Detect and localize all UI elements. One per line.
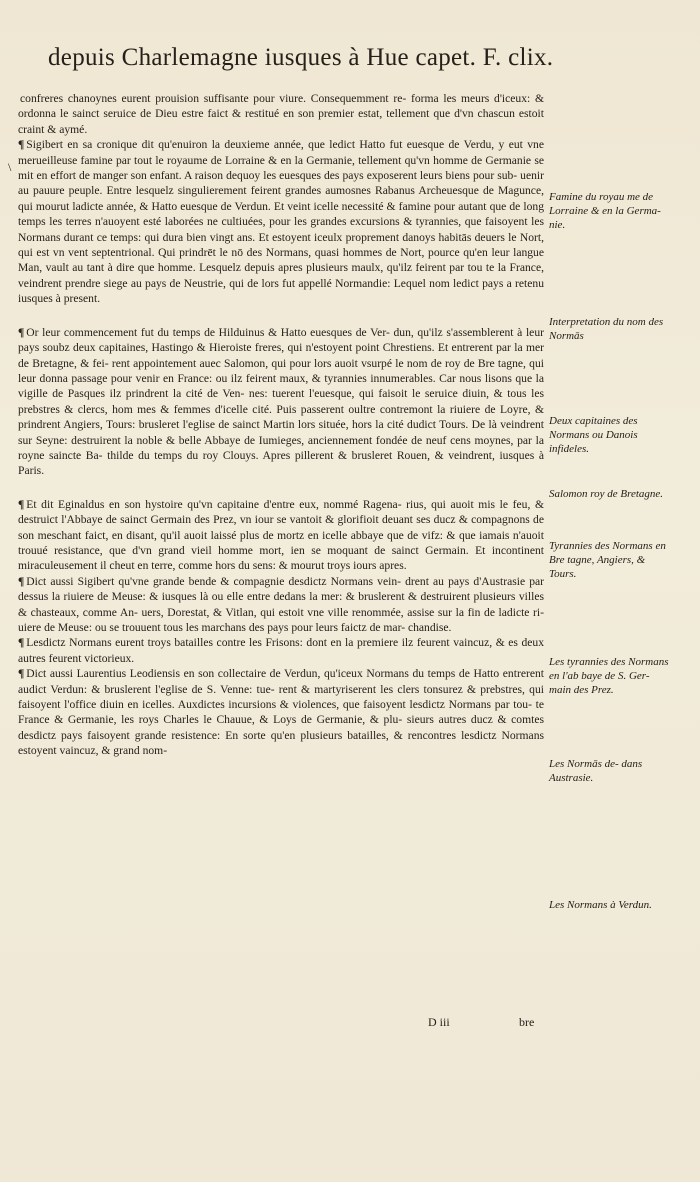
body-text xyxy=(18,91,544,759)
paragraph xyxy=(18,666,544,758)
catchword: bre xyxy=(519,1015,535,1029)
pilcrow: ¶ xyxy=(18,497,25,511)
paragraph-text: Dict aussi Sigibert qu'vne grande bende & compagnie desdictz Normans vein- drent au pays d'Austrasie par dessus la riuiere de Meuse: & iusques là ou elle entre dedans la mer: & bruslerent & destruirent plusieurs villes & chasteaux, comme An- uers, Dorestat, & Vitlan, qui estoit vne ville renommée, assise sur la fin de ladicte ri- uiere de Meuse: ou se trouuent tous les marchans des pays pour leurs faictz de mar- chandise. xyxy=(18,574,544,634)
paragraph xyxy=(18,497,544,574)
paragraph-text: Or leur commencement fut du temps de Hilduinus & Hatto euesques de Ver- dun, qu'ilz s'assemblerent à leur pays soubz deux capitaines, Hastingo & Hieroiste freres, qui n'estoyent point Chrestiens. Et entrerent par la mer de Bretagne, & fei- rent appointement auec Salomon, qui pour lors auoit vsurpé le nom de roy de Bre tagne, qui leur donna passage pour venir en France: ou ilz feirent maux, & tyrannies innumerables. Car nous lisons que la vigille de Pasques ilz prindrent la cité de Ven- nes: tuerent l'euesque, qui faisoit le seruice diuin, & tous les prebstres & clercs, hom mes & femmes d'icelle cité. Puis passerent oultre contremont la riuiere de Loyre, & prindrent Angiers, Tours: brusleret l'eglise de sainct Martin lors située, hors la cité dudict Tours. De là veindrent sur Seyne: destruirent la noble & belle Abbaye de Iumieges, anciennement fondée de neuf cens moynes, par la royne saincte Ba- thilde du temps du roy Clouys. Apres pillerent & brusleret Rouen, & veindrent, iusques à Paris. xyxy=(18,325,544,478)
paragraph-text: Sigibert en sa cronique dit qu'enuiron la deuxieme année, que ledict Hatto fut euesque de Verdu, y eut vne merueilleuse famine par tout le royaume de Lorraine & en la Germanie, tellement qu'vn homme de Germanie se mit en effort de manger son enfant. A raison dequoy les euesques des pays exposerent leurs biens pour sub- uenir au pauure peuple. Entre lesquelz singulierement feirent grandes aumosnes Rabanus Archeuesque de Magunce, qui mourut ladicte année, & Hatto euesque de Verdun. Et veint icelle necessité & famine pour autant que de long temps les terres n'auoyent esté laborées ne cultiuées, pour les grandes excursions & tyrannies, que faisoyent les Normans durant ce temps: qui dura bien vingt ans. Et estoyent iceulx proprement danoys habitās deuers le Nort, qui est vn vent septentrional. Qui prindrēt le nō des Normans, quasi hommes de Nort, pource qu'en leur langue Man, vault au tant à dire que homme. Lesquelz depuis apres plusieurs maulx, qu'ilz feirent par tou te la France, veindrent prendre siege au pays de Neustrie, qui de lors fut appellé Normandie: Lequel nom ledict pays a retenu iusques à present. xyxy=(18,138,544,306)
marginal-note: Tyrannies des Normans en Bre tagne, Angiers, & Tours. xyxy=(549,540,666,580)
paragraph xyxy=(18,574,544,636)
pilcrow: ¶ xyxy=(18,667,25,681)
paragraph xyxy=(18,91,544,137)
marginal-note: Les Normans à Verdun. xyxy=(549,899,652,911)
running-title: depuis Charlemagne iusques à Hue capet. F. clix. xyxy=(48,44,554,71)
signature-mark: D iii xyxy=(428,1015,450,1029)
paragraph-text: confreres chanoynes eurent prouision suffisante pour viure. Consequemment re- forma les meurs d'iceux: & ordonna le sainct seruice de Dieu estre faict & restitué en son premier estat, tellement que d'vn chascun estoit craint & aymé. xyxy=(18,92,544,136)
pilcrow: ¶ xyxy=(18,325,25,339)
marginal-note: Les Normās de- dans Austrasie. xyxy=(549,758,643,784)
paragraph-text: Et dit Eginaldus en son hystoire qu'vn capitaine d'entre eux, nommé Ragena- rius, qui auoit mis le feu, & destruict l'Abbaye de sainct Germain des Prez, vn iour se vantoit & glorifioit deuant ses ducz & compagnons de son meschant faict, en disant, qu'il auoit laissé plus de mortz en icelle abbaye que de vifz: & que iamais n'auoit trouué resistance, que d'vn grand vieil homme mort, ien se moquant de sainct Germain. Et incontinent miraculeusement il cheut en terre, comme hors du sens: & mourut troys iours apres. xyxy=(18,497,544,573)
marginal-note: Deux capitaines des Normans ou Danois infideles. xyxy=(549,415,638,455)
marginal-note: Famine du royau me de Lorraine & en la Germa- nie. xyxy=(549,191,661,231)
marginal-note: Interpretation du nom des Normās xyxy=(549,316,664,342)
marginal-note: Les tyrannies des Normans en l'ab baye de S. Ger- main des Prez. xyxy=(549,656,669,696)
marginal-note: Salomon roy de Bretagne. xyxy=(549,488,664,500)
paragraph xyxy=(18,325,544,479)
paragraph xyxy=(18,137,544,306)
paragraph xyxy=(18,635,544,666)
margin-mark: \ xyxy=(8,160,12,174)
paragraph-text: Dict aussi Laurentius Leodiensis en son collectaire de Verdun, qu'iceux Normans du temps de Hatto entrerent audict Verdun: & bruslerent l'eglise de S. Venne: tue- rent & martyriserent les clers tonsurez & prebstres, qui faisoyent l'office diuin en icelles. Auxdictes incursions & violences, que faisoyent lesdictz Normans par tou- te France & Germanie, les roys Charles le Chauue, & Loys de Germanie, & plu- sieurs autres ducz & comtes desdictz pays faisoyent grande resistence: En sorte qu'en plusieurs batailles, & rencontres lesdictz Normans estoyent vaincuz, & grand nom- xyxy=(18,667,544,758)
pilcrow: ¶ xyxy=(18,574,25,588)
paragraph-text: Lesdictz Normans eurent troys batailles contre les Frisons: dont en la premiere ilz feurent vaincuz, & es deux autres feurent victorieux. xyxy=(18,636,544,665)
pilcrow: ¶ xyxy=(18,636,25,650)
pilcrow: ¶ xyxy=(18,138,25,152)
